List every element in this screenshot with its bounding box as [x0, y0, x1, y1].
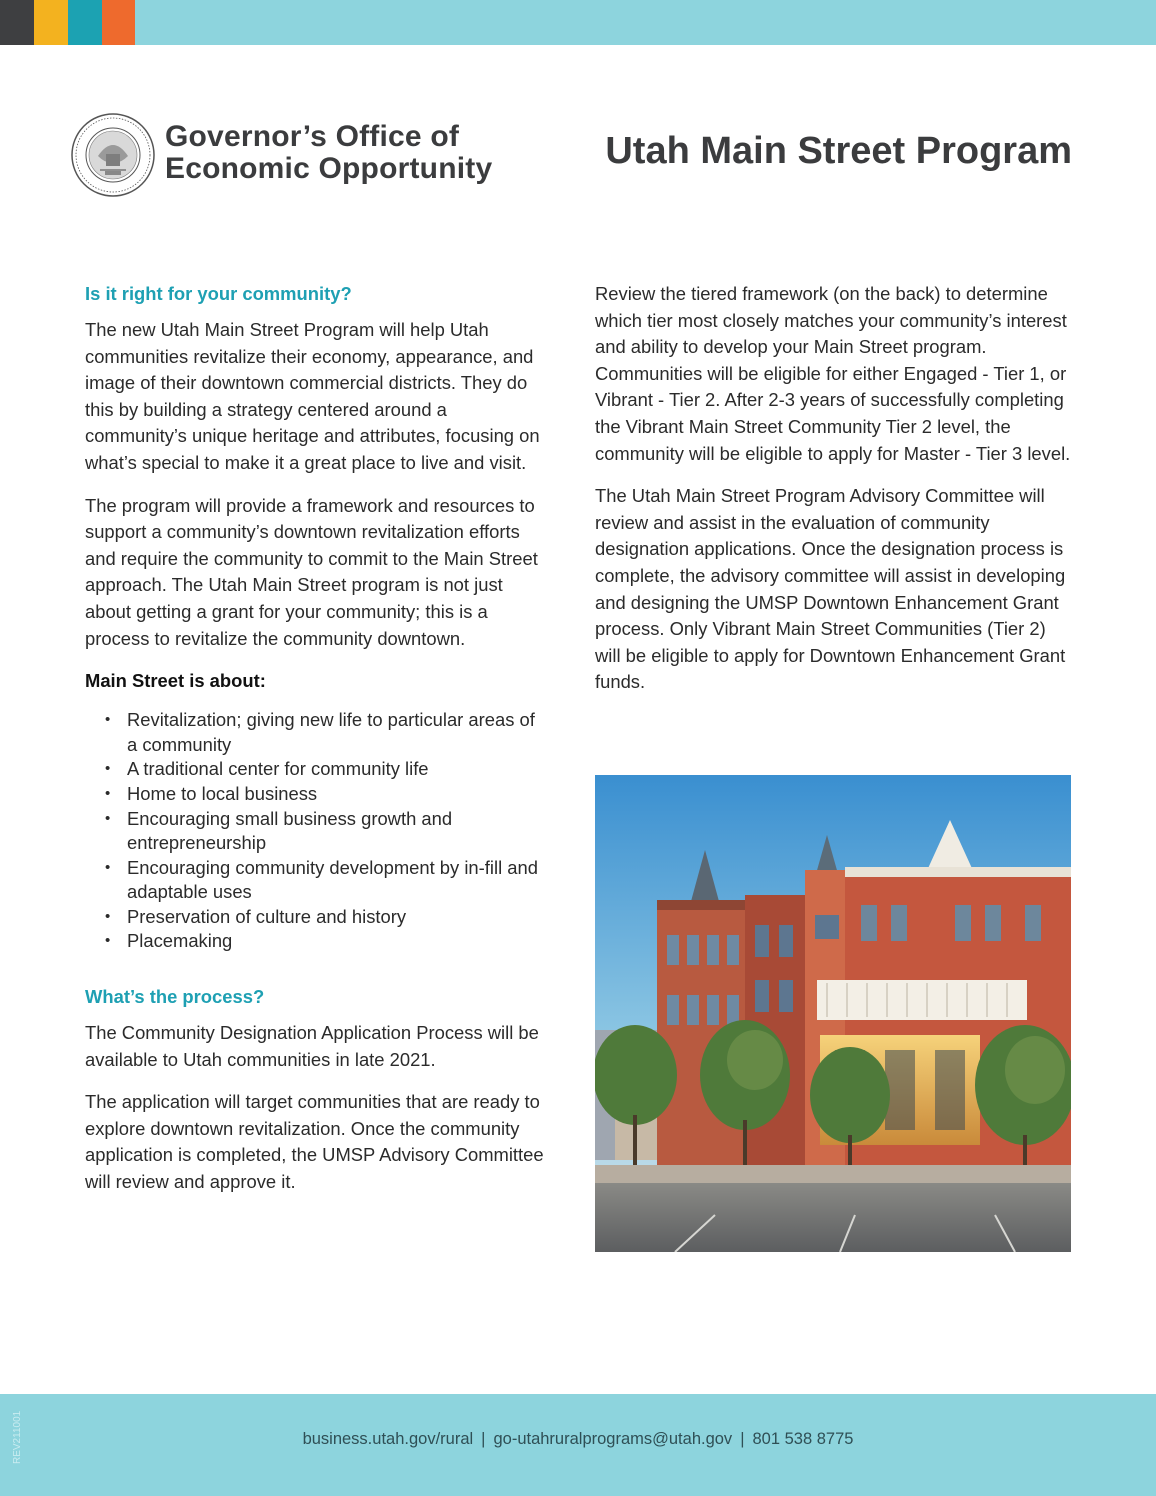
list-item: • Encouraging small business growth and entrepreneurship [127, 807, 545, 856]
paragraph-intro: The new Utah Main Street Program will help Utah communities revitalize their economy, appearance, and image of their downtown commercial districts. They do this by building a strategy centered around a community’s unique heritage and attributes, focusing on what’s special to make it a great place to live and visit. [85, 319, 540, 473]
top-color-band [0, 0, 1156, 45]
color-block-dark [0, 0, 34, 45]
org-line-2: Economic Opportunity [165, 152, 493, 185]
footer-band [0, 1394, 1156, 1496]
phone-number: 801 538 8775 [752, 1430, 854, 1448]
color-block-teal [68, 0, 102, 45]
paragraph-framework: The program will provide a framework and resources to support a community’s downtown revitalization efforts and require the community to commit to the Main Street approach. The Utah Main Street program is not just about getting a grant for your community; this is a process to revitalize the community downtown. [85, 494, 538, 649]
list-item: • Placemaking [127, 929, 545, 954]
footer-contact [0, 1430, 1156, 1449]
color-block-yellow [34, 0, 68, 45]
paragraph-process: The Community Designation Application Process will be available to Utah communities in late 2021. [85, 1022, 539, 1070]
list-item: • Preservation of culture and history [127, 905, 545, 930]
heading-is-it-right: Is it right for your community? [85, 283, 352, 304]
org-line-1: Governor’s Office of [165, 120, 460, 153]
main-street-photo [595, 775, 1071, 1252]
separator: | [740, 1430, 745, 1448]
heading-main-street-about: Main Street is about: [85, 670, 266, 692]
list-item: • Encouraging community development by in-fill and adaptable uses [127, 856, 545, 905]
website-link[interactable]: business.utah.gov/rural [302, 1430, 474, 1448]
separator: | [481, 1430, 486, 1448]
right-column [595, 281, 1075, 712]
revision-code: REV211001 [12, 1410, 23, 1464]
list-item: • Home to local business [127, 782, 545, 807]
color-block-orange [102, 0, 135, 45]
list-item: • A traditional center for community life [127, 757, 545, 782]
organization-name [165, 121, 492, 185]
list-item: • Revitalization; giving new life to particular areas of a community [127, 708, 545, 757]
paragraph-application: The application will target communities that are ready to explore downtown revitalization. Once the community application is completed, the UMSP Advisory Committee will review and approve it. [85, 1091, 544, 1193]
about-list [85, 708, 545, 954]
paragraph-committee: The Utah Main Street Program Advisory Committee will review and assist in the evaluation of community designation applications. Once the designation process is complete, the advisory committee will assist in developing and designing the UMSP Downtown Enhancement Grant process. Only Vibrant Main Street Communities (Tier 2) will be eligible to apply for Downtown Enhancement Grant funds. [595, 485, 1066, 693]
paragraph-tiers: Review the tiered framework (on the back) to determine which tier most closely matches your community’s interest and ability to develop your Main Street program. Communities will be eligible for either Engaged - Tier 1, or Vibrant - Tier 2. After 2-3 years of successfully completing the Vibrant Main Street Community Tier 2 level, the community will be eligible to apply for Master - Tier 3 level. [595, 283, 1071, 464]
state-seal-icon [70, 112, 156, 198]
email-link[interactable]: go-utahruralprograms@utah.gov [493, 1430, 733, 1448]
page-title: Utah Main Street Program [605, 130, 1072, 172]
heading-process: What’s the process? [85, 986, 265, 1008]
left-column [85, 281, 545, 1212]
